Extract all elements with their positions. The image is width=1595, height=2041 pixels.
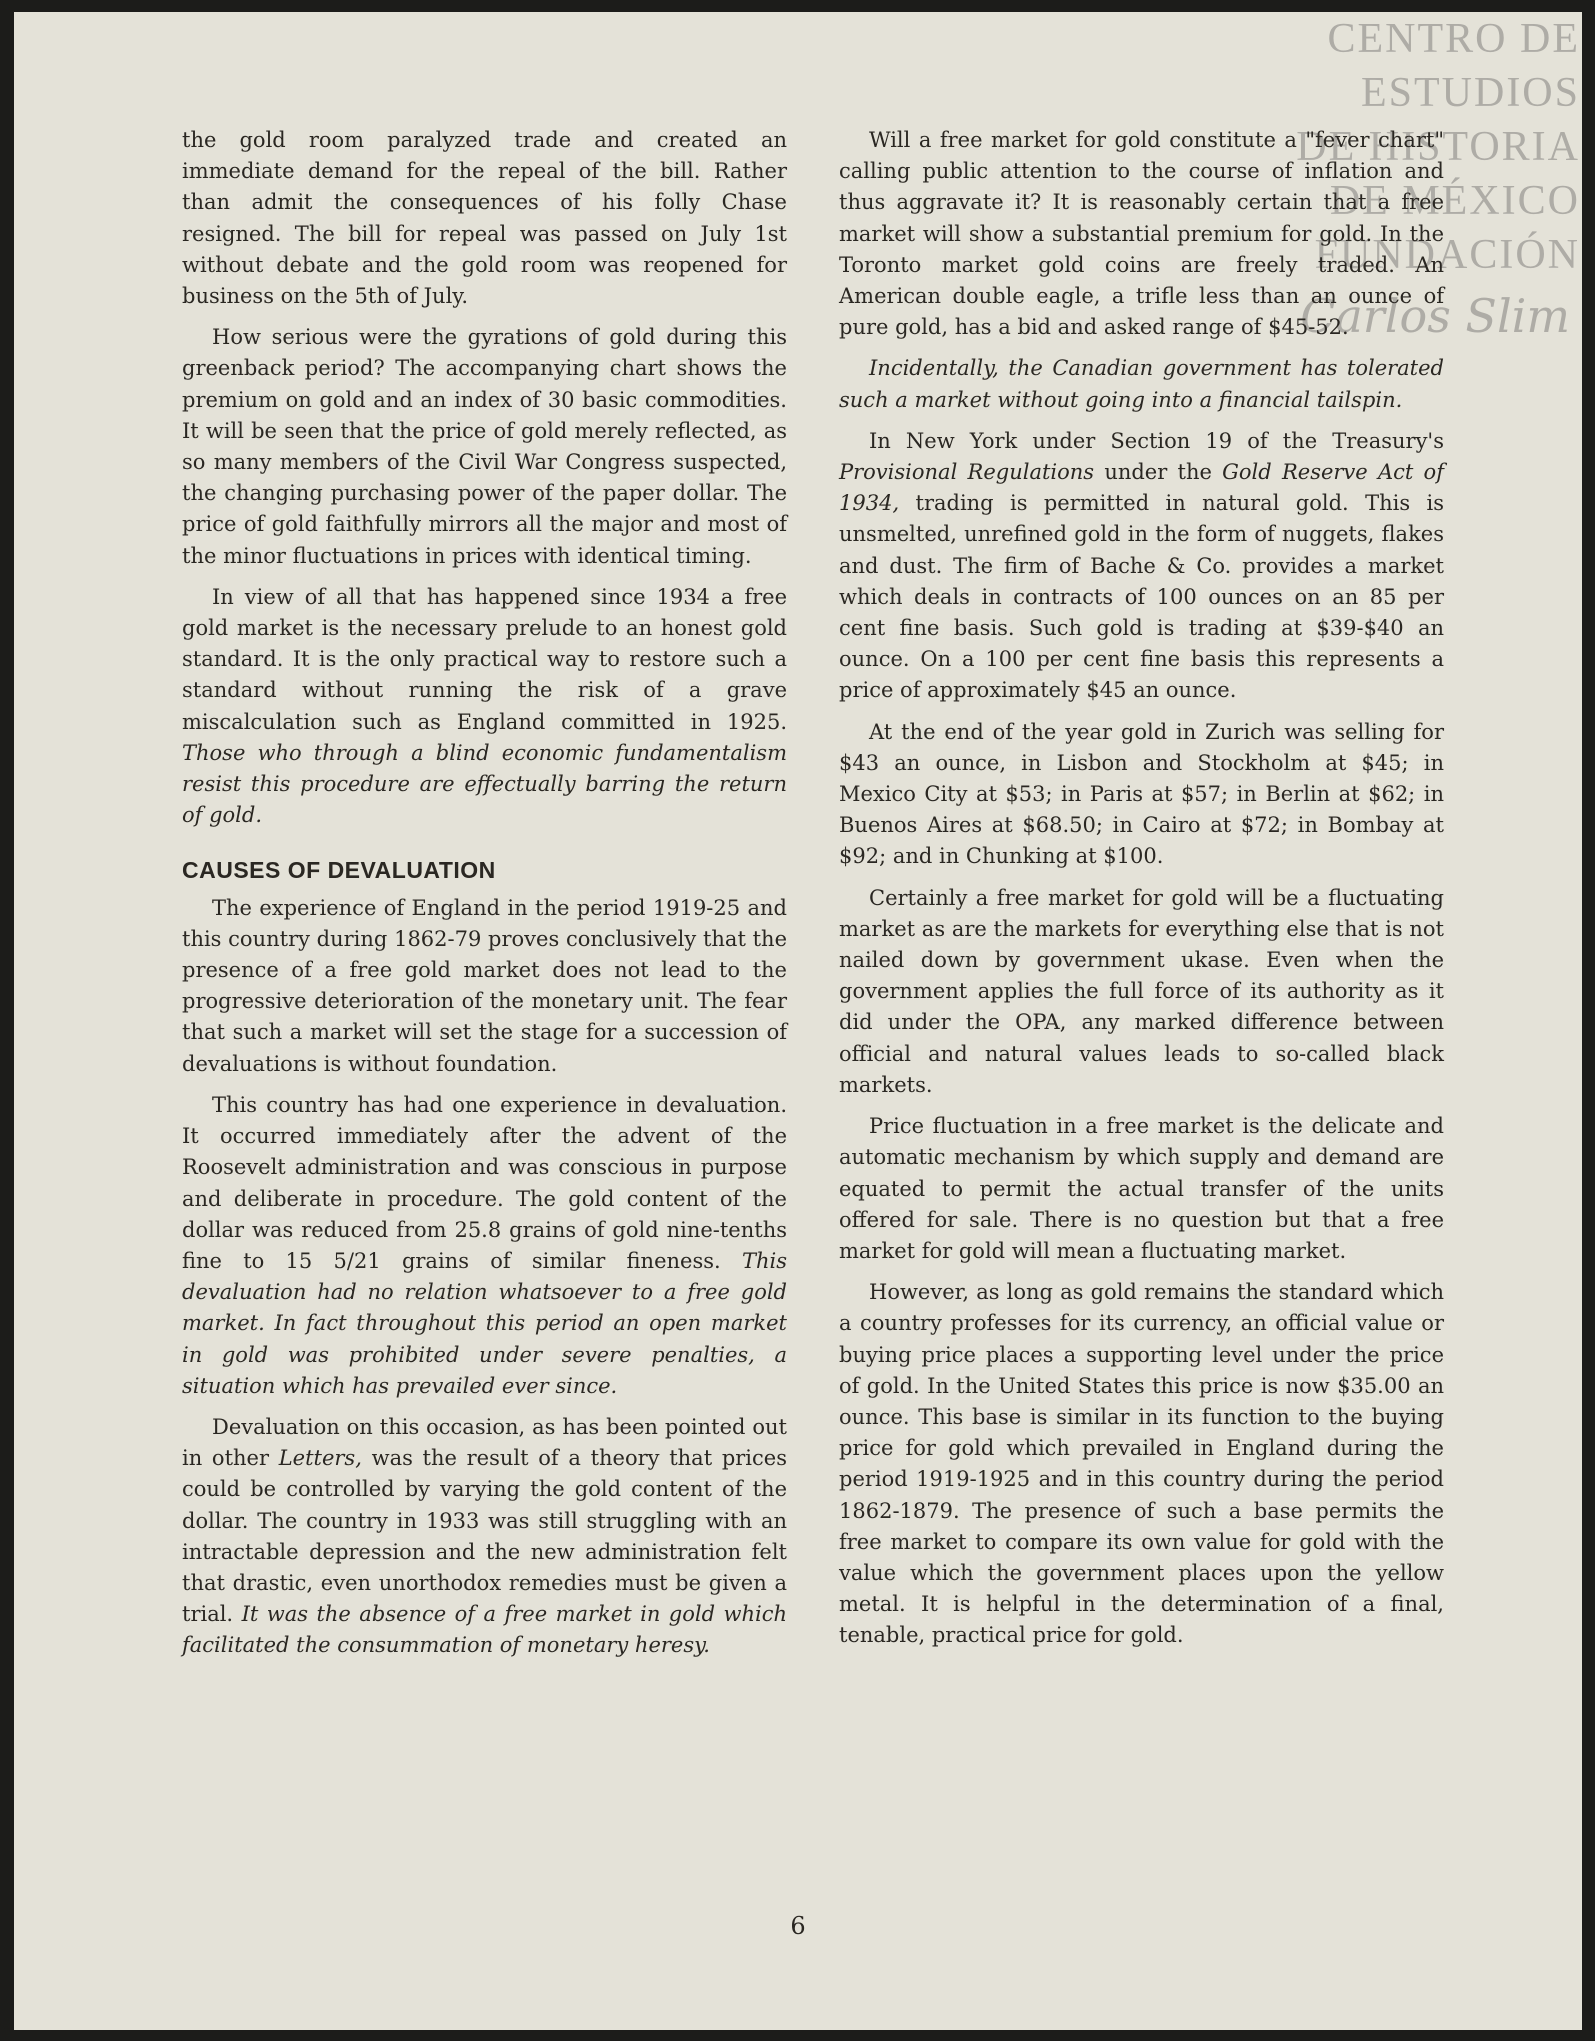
paragraph-text: was the result of a theory that prices could be controlled by varying the gold content of the dollar. The country in 1933 was still struggling with an intractable depression and the new administration felt that drastic, even unorthodox remedies must be given a trial. — [182, 1446, 787, 1627]
watermark-line: FUNDACIÓN — [1314, 232, 1580, 278]
right-column — [839, 125, 1444, 1662]
paragraph — [182, 1090, 787, 1402]
paragraph-emphasis: Letters, — [278, 1446, 362, 1471]
paragraph-text: This country has had one experience in devaluation. It occurred immediately after the advent of the Roosevelt administration and was conscious in purpose and deliberate in procedure. The gold content of the dollar was reduced from 25.8 grains of gold nine-tenths fine to 15 5/21 grains of similar fineness. — [182, 1092, 787, 1273]
paragraph: How serious were the gyrations of gold during this greenback period? The accompanying chart shows the premium on gold and an index of 30 basic commodities. It will be seen that the price of gold merely reflected, as so many members of the Civil War Congress suspected, the changing purchasing power of the paper dollar. The price of gold faithfully mirrors all the major and most of the minor fluctuations in prices with identical timing. — [182, 325, 787, 568]
watermark-signature: Carlos Slim — [1300, 289, 1570, 343]
watermark-line: ESTUDIOS — [1360, 70, 1580, 116]
left-column — [182, 125, 787, 1672]
watermark-line: DE HISTORIA — [1296, 124, 1580, 170]
paragraph: At the end of the year gold in Zurich was selling for $43 an ounce, in Lisbon and Stockholm at $45; in Mexico City at $53; in Paris at $57; in Berlin at $62; in Buenos Aires at $68.50; in Cairo at $72; in Bombay at $92; and in Chunking at $100. — [839, 719, 1444, 869]
paragraph — [182, 582, 787, 832]
section-heading: CAUSES OF DEVALUATION — [182, 857, 496, 884]
watermark-line: CENTRO DE — [1327, 16, 1580, 62]
paragraph: Incidentally, the Canadian government has tolerated such a market without going into a financial tailspin. — [839, 356, 1444, 412]
paragraph: Certainly a free market for gold will be a fluctuating market as are the markets for everything else that is not nailed down by government ukase. Even when the government applies the full force of its authority as it did under the OPA, any marked difference between official and natural values leads to so-called black markets. — [839, 885, 1444, 1097]
paragraph-emphasis: This devaluation had no relation whatsoever to a free gold market. In fact throughout this period an open market in gold was prohibited under severe penalties, a situation which has prevailed ever since. — [182, 1248, 787, 1398]
paragraph-text: Devaluation on this occasion, as has been pointed out in other — [182, 1414, 787, 1471]
paragraph-emphasis: Provisional Regulations — [839, 460, 1095, 485]
paragraph-text: In view of all that has happened since 1934 a free gold market is the necessary prelude to an honest gold standard. It is the only practical way to restore such a standard without running the risk of a grave miscalculation such as England committed in 1925. — [182, 584, 787, 734]
paragraph-text: under the — [1104, 460, 1212, 485]
paragraph: However, as long as gold remains the standard which a country professes for its currency, an official value or buying price places a supporting level under the price of gold. In the United States this price is now $35.00 an ounce. This base is similar in its function to the buying price for gold which prevailed in England during the period 1919-1925 and in this country during the period 1862-1879. The presence of such a base permits the free market to compare its own value for gold with the value which the government places upon the yellow metal. It is helpful in the determination of a final, tenable, practical price for gold. — [839, 1280, 1444, 1648]
paragraph: The experience of England in the period 1919-25 and this country during 1862-79 proves conclusively that the presence of a free gold market does not lead to the progressive deterioration of the monetary unit. The fear that such a market will set the stage for a succession of devaluations is without foundation. — [182, 895, 787, 1076]
document-page — [14, 12, 1582, 2030]
paragraph-text: In New York under Section 19 of the Treasury's — [869, 428, 1444, 453]
watermark-line: DE MÉXICO — [1329, 178, 1580, 224]
paragraph-emphasis: Those who through a blind economic fundamentalism resist this procedure are effectually barring the return of gold. — [182, 740, 787, 828]
paragraph: the gold room paralyzed trade and created an immediate demand for the repeal of the bill. Rather than admit the consequences of his folly Chase resigned. The bill for repeal was passed on July 1st without debate and the gold room was reopened for business on the 5th of July. — [182, 128, 787, 309]
paragraph: Price fluctuation in a free market is the delicate and automatic mechanism by which supply and demand are equated to permit the actual transfer of the units offered for sale. There is no question but that a free market for gold will mean a fluctuating market. — [839, 1114, 1444, 1263]
paragraph-emphasis: It was the absence of a free market in gold which facilitated the consummation of monetary heresy. — [182, 1602, 787, 1658]
paragraph — [182, 1412, 787, 1662]
paragraph-emphasis: Gold Reserve Act of 1934, — [839, 460, 1444, 516]
paragraph: Will a free market for gold constitute a "fever chart" calling public attention to the course of inflation and thus aggravate it? It is reasonably certain that a free market will show a substantial premium for gold. In the Toronto market gold coins are freely traded. An American double eagle, a trifle less than an ounce of pure gold, has a bid and asked range of $45-52. — [839, 128, 1444, 340]
paragraph-text: trading is permitted in natural gold. This is unsmelted, unrefined gold in the form of nuggets, flakes and dust. The firm of Bache & Co. provides a market which deals in contracts of 100 ounces on an 85 per cent fine basis. Such gold is trading at $39-$40 an ounce. On a 100 per cent fine basis this represents a price of approximately $45 an ounce. — [839, 491, 1444, 703]
paragraph — [839, 426, 1444, 707]
page-number: 6 — [790, 1912, 806, 1940]
